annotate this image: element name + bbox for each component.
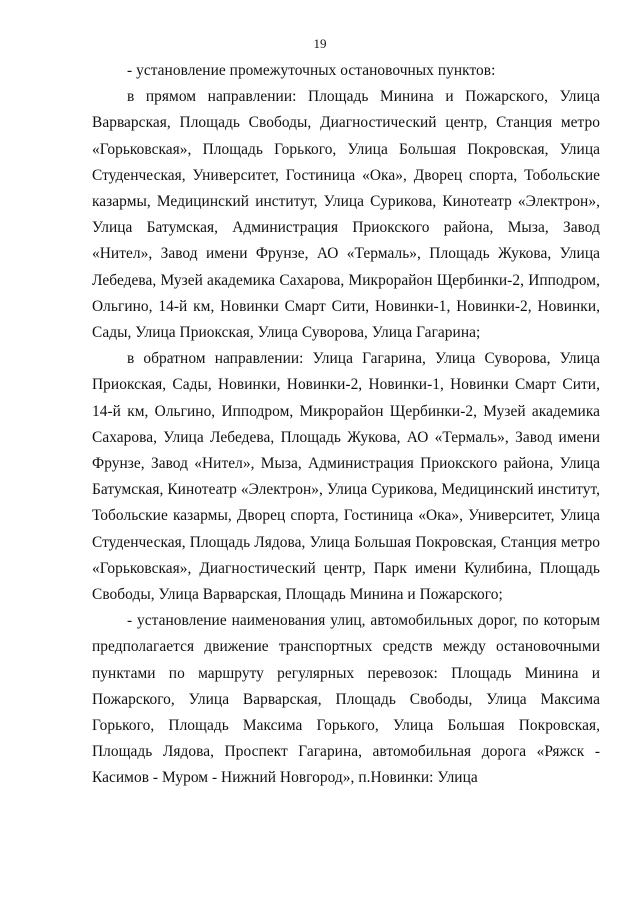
paragraph-reverse-direction: в обратном направлении: Улица Гагарина, Улица Суворова, Улица Приокская, Сады, Новинки, Новинки-2, Новинки-1, Новинки Смарт Сити, 14-й км, Ольгино, Ипподром, Микрорайон Щербинки-2, Музей академика Сахарова, Улица Лебедева, Площадь Жукова, АО «Термаль», Завод имени Фрунзе, Завод «Нител», Мыза, Администрация Приокского района, Улица Батумская, Кинотеатр «Электрон», Улица Сурикова, Медицинский институт, Тобольские казармы, Дворец спорта, Гостиница «Ока», Университет, Улица Студенческая, Площадь Лядова, Улица Большая Покровская, Станция метро «Горьковская», Диагностический центр, Парк имени Кулибина, Площадь Свободы, Улица Варварская, Площадь Минина и Пожарского; xyxy=(92,350,600,604)
paragraph-forward-direction: в прямом направлении: Площадь Минина и Пожарского, Улица Варварская, Площадь Свободы, Диагностический центр, Станция метро «Горьковская», Площадь Горького, Улица Большая Покровская, Улица Студенческая, Университет, Гостиница «Ока», Дворец спорта, Тобольские казармы, Медицинский институт, Улица Сурикова, Кинотеатр «Электрон», Улица Батумская, Администрация Приокского района, Мыза, Завод «Нител», Завод имени Фрунзе, АО «Термаль», Площадь Жукова, Улица Лебедева, Музей академика Сахарова, Микрорайон Щербинки-2, Ипподром, Ольгино, 14-й км, Новинки Смарт Сити, Новинки-1, Новинки-2, Новинки, Сады, Улица Приокская, Улица Суворова, Улица Гагарина; xyxy=(92,88,600,342)
page-number: 19 xyxy=(313,36,327,51)
document-body xyxy=(92,58,600,792)
paragraph-intermediate-stops: - установление промежуточных остановочных пунктов: xyxy=(127,62,496,79)
paragraph-street-names: - установление наименования улиц, автомобильных дорог, по которым предполагается движение транспортных средств между остановочными пунктами по маршруту регулярных перевозок: Площадь Минина и Пожарского, Улица Варварская, Площадь Свободы, Улица Максима Горького, Площадь Максима Горького, Улица Большая Покровская, Площадь Лядова, Проспект Гагарина, автомобильная дорога «Ряжск - Касимов - Муром - Нижний Новгород», п.Новинки: Улица xyxy=(92,612,600,787)
